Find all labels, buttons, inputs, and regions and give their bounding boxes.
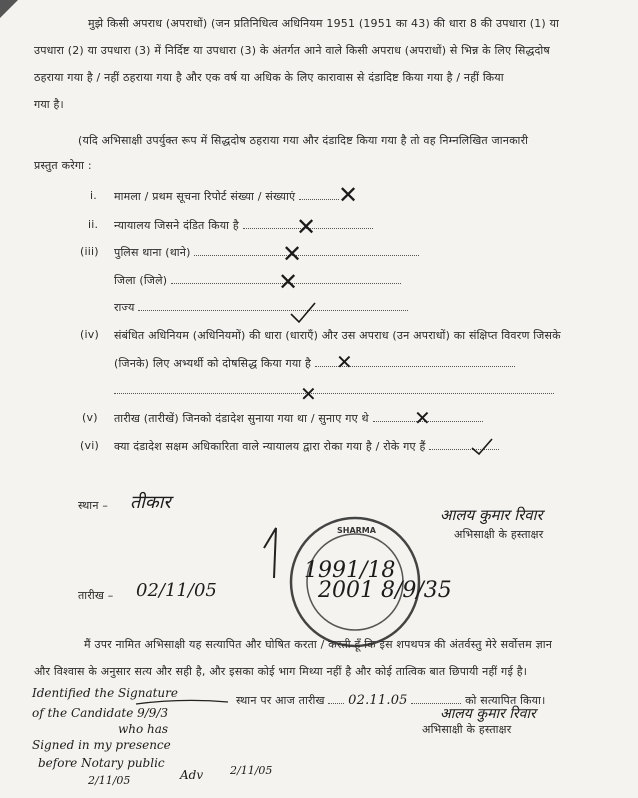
stamp-handwriting-2: 2001 8/9/35 [318,578,452,603]
notary-note-line-8: 2/11/05 [230,764,273,777]
deponent-signature: आलय कुमार रिवार [440,506,543,524]
verification-line-2: और विश्वास के अनुसार सत्य और सही है, और इसका कोई भाग मिथ्या नहीं है और कोई तात्विक बात छिपायी नहीं गई है। [34,665,528,678]
notary-underline-mark [132,680,232,710]
item-v-number: (v) [82,411,98,424]
verification-date: 02.11.05 [348,693,408,708]
notary-note-line-1: Identified the Signature [32,686,178,700]
notary-note-line-6: 2/11/05 [88,774,131,787]
notary-note-line-2: of the Candidate 9/9/3 [32,706,169,720]
condition-line-2: प्रस्तुत करेगा : [34,159,92,172]
pen-stroke-mark [258,518,288,588]
place-value: तीकार [130,492,171,513]
item-district-text: जिला (जिले) [114,273,401,288]
intro-line-4: गया है। [34,98,64,111]
intro-line-1: मुझे किसी अपराध (अपराधों) (जन प्रतिनिधित्व अधिनियम 1951 (1951 का 43) की धारा 8 की उपधारा (1) या [88,17,560,30]
verification-signature-label: अभिसाक्षी के हस्ताक्षर [422,723,512,736]
stamp-handwriting-1: 1991/18 [304,558,396,583]
stamp-top-text: SHARMA [337,526,376,535]
condition-line-1: (यदि अभिसाक्षी उपर्युक्त रूप में सिद्धदोष ठहराया गया और दंडादिष्ट किया गया है तो वह निम्नलिखित जानकारी [78,134,529,147]
item-iii-number: (iii) [80,245,99,258]
item-i-text: मामला / प्रथम सूचना रिपोर्ट संख्या / संख्याएं [114,189,339,204]
cross-mark: ✕ [300,382,317,406]
item-iv-number: (iv) [80,328,99,341]
item-iv-text: संबंधित अधिनियम (अधिनियमों) की धारा (धाराएँ) और उस अपराध (उन अपराधों) का संक्षिप्त विवरण जिसके [114,329,561,342]
item-iv-text-2: (जिनके) लिए अभ्यर्थी को दोषसिद्ध किया गया है [114,356,515,371]
item-ii-number: ii. [88,218,99,231]
notary-note-line-3: who has [118,722,169,736]
item-v-text: तारीख (तारीखें) जिनको दंडादेश सुनाया गया था / सुनाए गए थे [114,411,483,426]
intro-line-2: उपधारा (2) या उपधारा (3) में निर्दिष्ट या उपधारा (3) के अंतर्गत आने वाले किसी अपराध (अपराधों) से भिन्न के लिए सिद्धदोष [34,44,550,57]
cross-mark: ✕ [336,350,353,374]
notary-note-line-5: before Notary public [38,756,165,770]
cross-mark: ✕ [296,213,317,241]
signature-label: अभिसाक्षी के हस्ताक्षर [454,528,544,541]
cross-mark: ✕ [338,181,359,209]
date-label: तारीख – [78,589,114,602]
date-value: 02/11/05 [136,580,217,601]
tick-mark [470,436,494,456]
place-label: स्थान – [78,499,109,512]
intro-line-3: ठहराया गया है / नहीं ठहराया गया है और एक वर्ष या अधिक के लिए कारावास से दंडादिष्ट किया गया है / नहीं किया [34,71,504,84]
item-vi-text: क्या दंडादेश सक्षम अधिकारिता वाले न्यायालय द्वारा रोका गया है / रोके गए हैं [114,439,499,454]
cross-mark: ✕ [278,268,299,296]
notary-note-line-7: Adv [180,768,204,782]
verification-line-3: स्थान पर आज तारीख 02.11.05 को सत्यापित किया। [236,693,546,708]
item-i-number: i. [90,189,97,202]
item-iv-dotted [114,384,554,397]
verification-line-1: मैं उपर नामित अभिसाक्षी यह सत्यापित और घोषित करता / करती हूँ कि इस शपथपत्र की अंतर्वस्तु मेरे सर्वोत्तम ज्ञान [84,638,553,651]
notary-note-line-4: Signed in my presence [32,738,171,752]
cross-mark: ✕ [414,406,431,430]
item-iii-text: पुलिस थाना (थाने) [114,245,419,260]
tick-mark [288,300,318,326]
scan-corner-mark [0,0,26,26]
verification-signature: आलय कुमार रिवार [440,706,536,722]
item-ii-text: न्यायालय जिसने दंडित किया है [114,218,373,233]
item-state-text: राज्य [114,300,408,315]
cross-mark: ✕ [282,240,303,268]
item-vi-number: (vi) [80,439,99,452]
